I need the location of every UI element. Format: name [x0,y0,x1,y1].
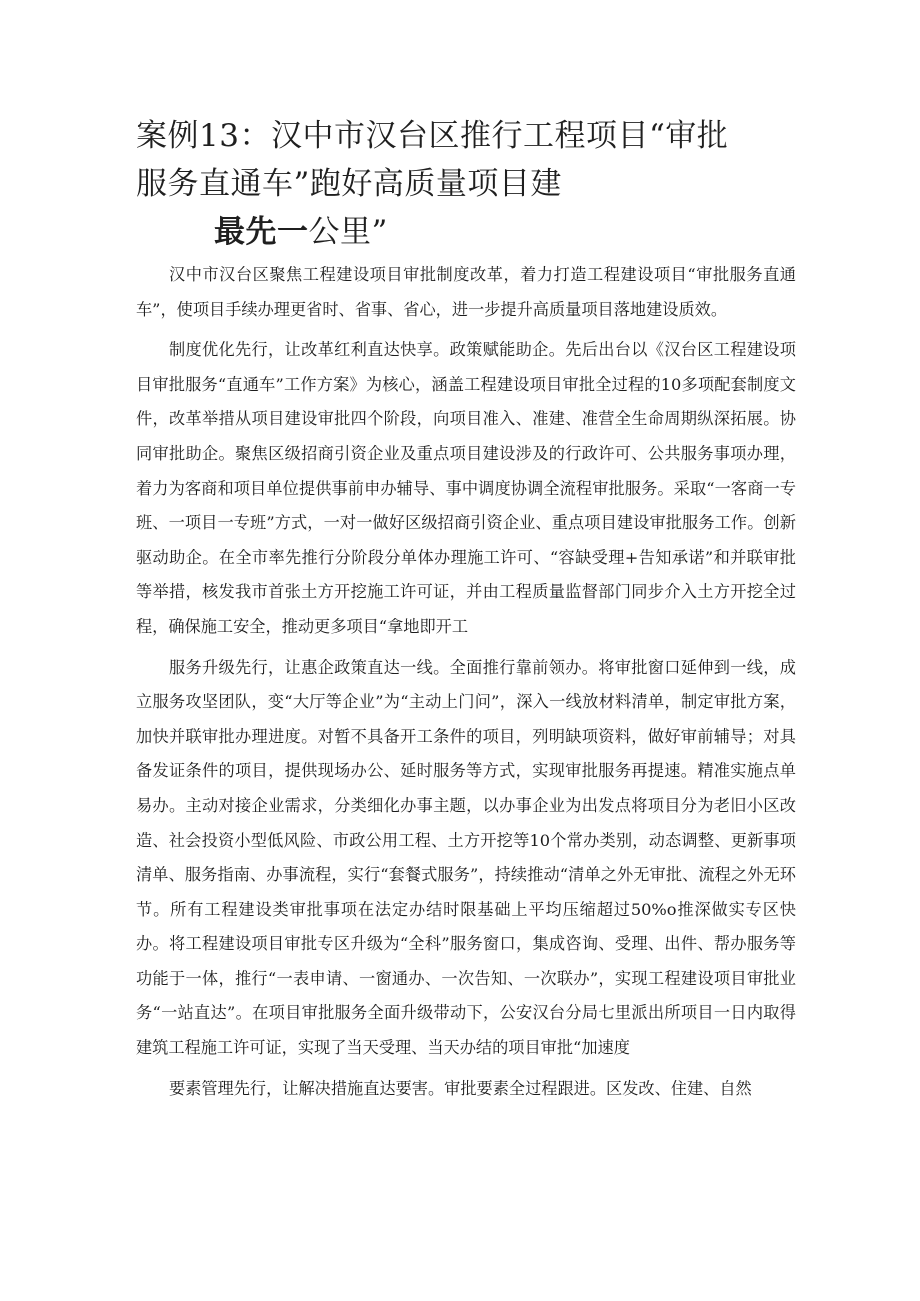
paragraph-factor-management: 要素管理先行，让解决措施直达要害。审批要素全过程跟进。区发改、住建、自然 [169,1078,752,1098]
paragraph-system-optimization: 制度优化先行，让改革红利直达快享。政策赋能助企。先后出台以《汉台区工程建设项目审批服务“直通车”工作方案》为核心，涵盖工程建设项目审批全过程的10多项配套制度文件，改革举措从项目建设审批四个阶段，向项目准入、准建、准营全生命周期纵深拓展。协同审批助企。聚焦区级招商引资企业及重点项目建设涉及的行政许可、公共服务事项办理，着力为客商和项目单位提供事前申办辅导、事中调度协调全流程审批服务。采取“一客商一专班、一项目一专班”方式，一对一做好区级招商引资企业、重点项目建设审批服务工作。创新驱动助企。在全市率先推行分阶段分单体办理施工许可、“容缺受理+告知承诺”和并联审批等举措，核发我市首张土方开挖施工许可证，并由工程质量监督部门同步介入土方开挖全过程，确保施工安全，推动更多项目“拿地即开工 [136,340,796,636]
title-line-3-bold: 最先一 [214,214,309,250]
paragraph-intro: 汉中市汉台区聚焦工程建设项目审批制度改革，着力打造工程建设项目“审批服务直通车”，使项目手续办理更省时、省事、省心，进一步提升高质量项目落地建设质效。 [136,265,796,319]
title-line-3 [136,208,796,256]
paragraph-service-upgrade: 服务升级先行，让惠企政策直达一线。全面推行靠前领办。将审批窗口延伸到一线，成立服务攻坚团队，变“大厅等企业”为“主动上门问”，深入一线放材料清单，制定审批方案，加快并联审批办理进度。对暂不具备开工条件的项目，列明缺项资料，做好审前辅导；对具备发证条件的项目，提供现场办公、延时服务等方式，实现审批服务再提速。精准实施点单易办。主动对接企业需求，分类细化办事主题，以办事企业为出发点将项目分为老旧小区改造、社会投资小型低风险、市政公用工程、土方开挖等10个常办类别，动态调整、更新事项清单、服务指南、办事流程，实行“套餐式服务”，持续推动“清单之外无审批、流程之外无环节。所有工程建设类审批事项在法定办结时限基础上平均压缩超过50%o推深做实专区快办。将工程建设项目审批专区升级为“全科”服务窗口，集成咨询、受理、出件、帮办服务等功能于一体，推行“一表申请、一窗通办、一次告知、一次联办”，实现工程建设项目审批业务“一站直达”。在项目审批服务全面升级带动下，公安汉台分局七里派出所项目一日内取得建筑工程施工许可证，实现了当天受理、当天办结的项目审批“加速度 [136,657,796,1058]
document-body [136,258,796,1112]
title-line-2: 服务直通车”跑好高质量项目建 [136,166,562,202]
title-line-3-rest: 公里” [308,214,388,250]
title-line-1: 案例13：汉中市汉台区推行工程项目“审批 [136,118,729,154]
document-title [136,112,796,256]
